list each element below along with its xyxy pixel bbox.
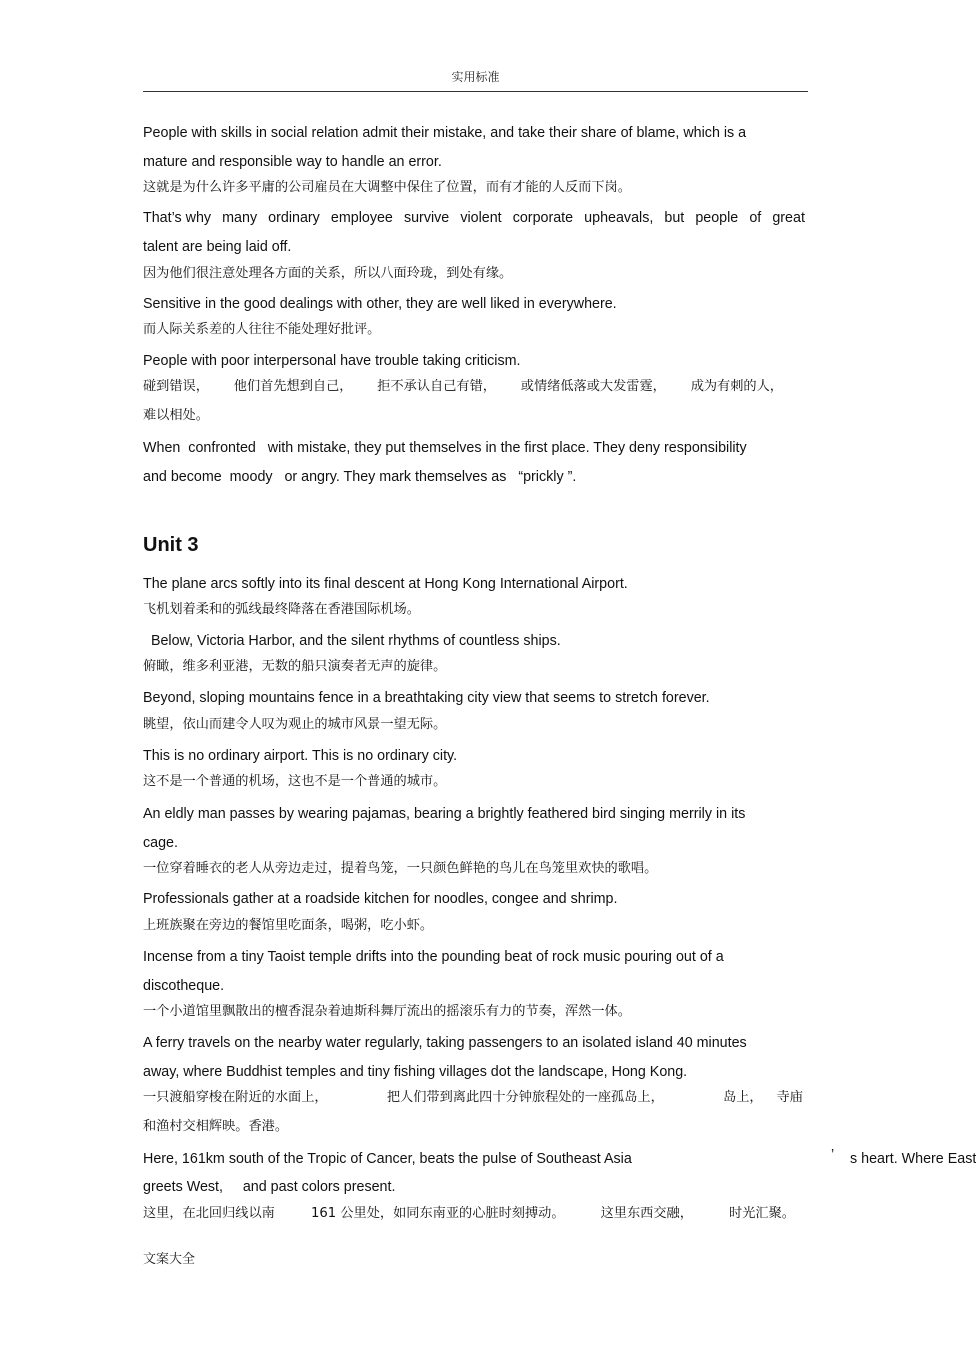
phrase: 时光汇聚。 xyxy=(729,1206,795,1221)
header-rule xyxy=(143,91,808,92)
text-line: Professionals gather at a roadside kitchen for noodles, congee and shrimp. xyxy=(143,891,618,907)
text-line: Beyond, sloping mountains fence in a breathtaking city view that seems to stretch forever. xyxy=(143,690,710,706)
word: of xyxy=(749,210,762,226)
text-line: greets West, and past colors present. xyxy=(143,1179,396,1195)
justified-line xyxy=(143,209,805,227)
word: employee xyxy=(330,210,393,226)
text-line: This is no ordinary airport. This is no ordinary city. xyxy=(143,748,458,764)
phrase: 寺庙 xyxy=(776,1090,803,1105)
text-line: People with poor interpersonal have trouble taking criticism. xyxy=(143,353,521,369)
word: violent xyxy=(460,210,502,226)
text-line: Here, 161km south of the Tropic of Cancer, beats the pulse of Southeast Asia xyxy=(143,1151,632,1167)
text-line: and become moody or angry. They mark themselves as “prickly ”. xyxy=(143,469,577,485)
apostrophe: ’ xyxy=(831,1147,835,1163)
text-line: When confronted with mistake, they put themselves in the first place. They deny responsibility xyxy=(143,440,747,456)
unit-heading: Unit 3 xyxy=(143,534,199,556)
text-line: away, where Buddhist temples and tiny fishing villages dot the landscape, Hong Kong. xyxy=(143,1064,688,1080)
chinese-line: 一位穿着睡衣的老人从旁边走过，提着鸟笼，一只颜色鲜艳的鸟儿在鸟笼里欢快的歌唱。 xyxy=(143,861,658,876)
chinese-line: 而人际关系差的人往往不能处理好批评。 xyxy=(143,322,381,337)
chinese-line: 一个小道馆里飘散出的檀香混杂着迪斯科舞厅流出的摇滚乐有力的节奏，浑然一体。 xyxy=(143,1004,631,1019)
justified-chinese-line xyxy=(143,378,783,396)
word: survive xyxy=(403,210,450,226)
phrase: 161 公里处，如同东南亚的心脏时刻搏动。 xyxy=(310,1206,565,1221)
phrase: 这里，在北回归线以南 xyxy=(143,1206,275,1221)
word: many xyxy=(222,210,258,226)
phrase: 成为有刺的人， xyxy=(690,379,783,394)
chinese-line: 和渔村交相辉映。香港。 xyxy=(143,1119,289,1134)
text-line: People with skills in social relation admit their mistake, and take their share of blame, which is a xyxy=(143,125,747,141)
text-line: mature and responsible way to handle an error. xyxy=(143,154,442,170)
word: but xyxy=(664,210,685,226)
word: great xyxy=(772,210,805,226)
text-line: Incense from a tiny Taoist temple drifts into the pounding beat of rock music pouring out of a xyxy=(143,949,724,965)
phrase: 一只渡船穿梭在附近的水面上， xyxy=(143,1090,328,1105)
chinese-line: 这不是一个普通的机场，这也不是一个普通的城市。 xyxy=(143,774,447,789)
text-line: Sensitive in the good dealings with other, they are well liked in everywhere. xyxy=(143,296,617,312)
phrase: 碰到错误， xyxy=(143,379,209,394)
phrase: 他们首先想到自己， xyxy=(233,379,353,394)
phrase: 把人们带到离此四十分钟旅程处的一座孤岛上， xyxy=(386,1090,664,1105)
text-line: Below, Victoria Harbor, and the silent rhythms of countless ships. xyxy=(143,633,561,649)
page-header: 实用标准 xyxy=(451,70,500,84)
word: ordinary xyxy=(268,210,320,226)
chinese-line: 难以相处。 xyxy=(143,408,209,423)
chinese-line: 飞机划着柔和的弧线最终降落在香港国际机场。 xyxy=(143,602,420,617)
text-line: discotheque. xyxy=(143,978,225,994)
page-footer: 文案大全 xyxy=(143,1252,196,1267)
word: upheavals, xyxy=(584,210,654,226)
chinese-line: 俯瞰，维多利亚港，无数的船只演奏者无声的旋律。 xyxy=(143,659,447,674)
chinese-line: 眺望，依山而建令人叹为观止的城市风景一望无际。 xyxy=(143,717,447,732)
text-line: The plane arcs softly into its final descent at Hong Kong International Airport. xyxy=(143,576,628,592)
phrase: 岛上， xyxy=(723,1090,763,1105)
chinese-line: 因为他们很注意处理各方面的关系，所以八面玲珑，到处有缘。 xyxy=(143,266,513,281)
phrase: 拒不承认自己有错， xyxy=(377,379,496,394)
text-line: talent are being laid off. xyxy=(143,239,292,255)
text-line-tail: s heart. Where East xyxy=(850,1151,976,1167)
text-line: A ferry travels on the nearby water regularly, taking passengers to an isolated island 40 minutes xyxy=(143,1035,747,1051)
word: people xyxy=(695,210,739,226)
word: That’s why xyxy=(143,210,212,226)
phrase: 这里东西交融， xyxy=(600,1206,693,1221)
justified-chinese-line xyxy=(143,1205,795,1223)
word: corporate xyxy=(512,210,574,226)
chinese-line: 这就是为什么许多平庸的公司雇员在大调整中保住了位置，而有才能的人反而下岗。 xyxy=(143,180,631,195)
justified-chinese-line xyxy=(143,1089,803,1107)
text-line: cage. xyxy=(143,835,178,851)
phrase-group xyxy=(723,1089,803,1107)
text-line: An eldly man passes by wearing pajamas, bearing a brightly feathered bird singing merrily in its xyxy=(143,806,746,822)
chinese-line: 上班族聚在旁边的餐馆里吃面条，喝粥，吃小虾。 xyxy=(143,918,434,933)
phrase: 或情绪低落或大发雷霆， xyxy=(520,379,666,394)
